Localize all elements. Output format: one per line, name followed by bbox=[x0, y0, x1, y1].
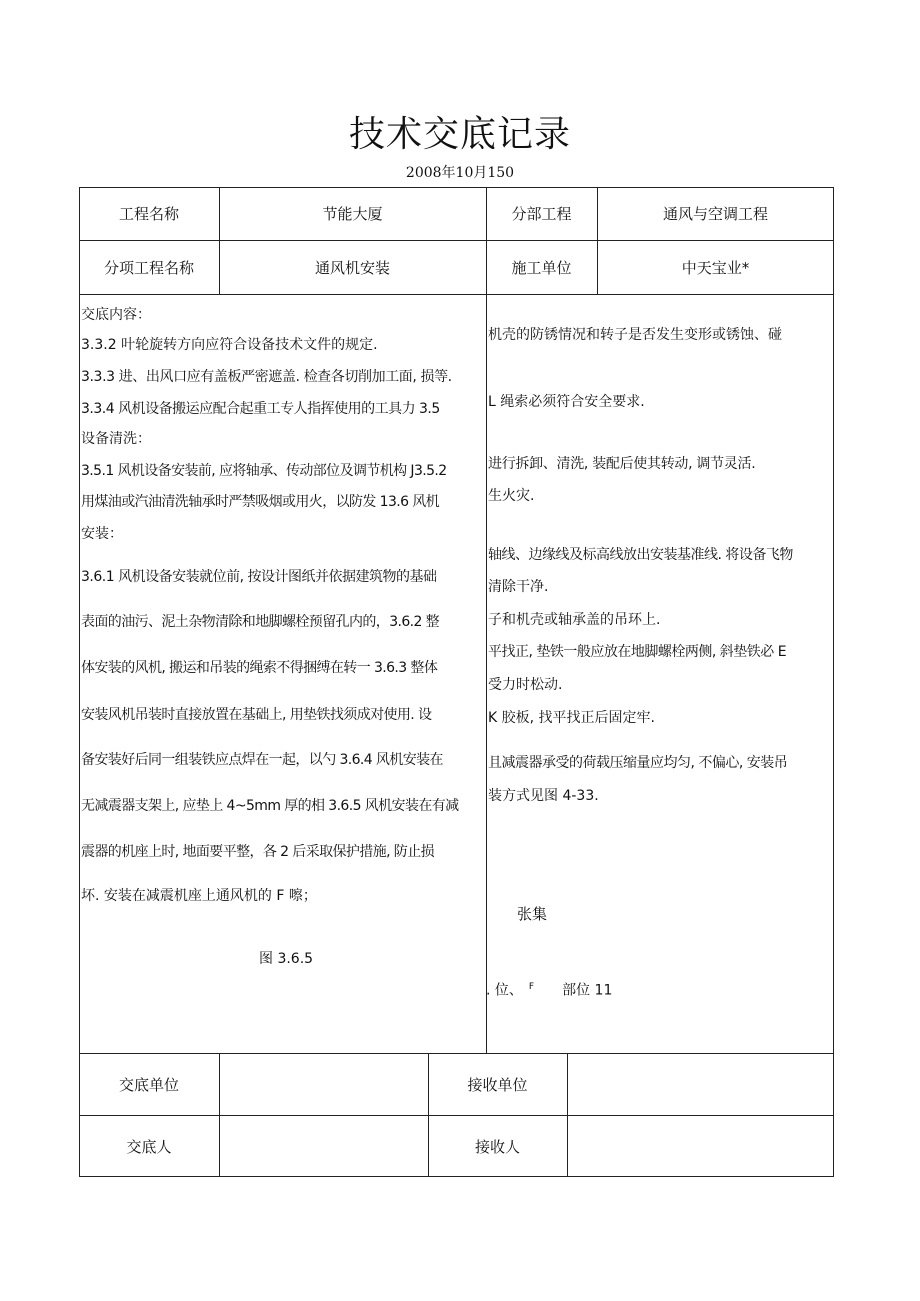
content-line: 震器的机座上时, 地面要平整，各 2 后采取保护措施, 防止损 bbox=[81, 844, 435, 860]
content-line: 清除干净. bbox=[488, 579, 549, 595]
receiver-label: 接收人 bbox=[474, 1137, 520, 1156]
subitem-label: 分项工程名称 bbox=[103, 258, 194, 277]
content-line: 设备清洗： bbox=[81, 431, 151, 447]
receiver-value[interactable] bbox=[567, 1115, 834, 1177]
content-line: 用煤油或汽油清洗轴承时严禁吸烟或用火，以防发 13.6 风机 bbox=[81, 494, 440, 510]
division-value: 通风与空调工程 bbox=[662, 205, 768, 223]
content-line: 安装风机吊装时直接放置在基础上, 用垫铁找须成对使用. 设 bbox=[81, 707, 432, 723]
content-line: L 绳索必须符合安全要求. bbox=[488, 394, 645, 410]
receiver-unit-label: 接收单位 bbox=[467, 1075, 528, 1094]
content-line: 坏. 安装在减震机座上通风机的 F 嚓； bbox=[81, 888, 317, 904]
table-rule bbox=[486, 294, 487, 1053]
content-line: 无减震器支架上, 应垫上 4~5mm 厚的相 3.6.5 风机安装在有减 bbox=[81, 798, 459, 814]
content-line: 3.3.3 进、出风口应有盖板严密遮盖. 检查各切削加工面, 损等. bbox=[81, 369, 452, 385]
receiver-unit-value[interactable] bbox=[567, 1053, 834, 1115]
division-label: 分部工程 bbox=[511, 205, 572, 223]
table-rule bbox=[79, 294, 834, 295]
project-name-value: 节能大厦 bbox=[322, 205, 383, 223]
issuer-unit-label: 交底单位 bbox=[118, 1075, 179, 1094]
content-line: 轴线、边缘线及标高线放出安装基准线. 将设备飞物 bbox=[488, 547, 793, 563]
content-line: 子和机壳或轴承盖的吊环上. bbox=[488, 612, 661, 628]
content-line: 表面的油污、泥土杂物清除和地脚螺栓预留孔内的，3.6.2 整 bbox=[81, 614, 440, 630]
content-line: 进行拆卸、清洗, 装配后使其转动, 调节灵活. bbox=[488, 456, 756, 472]
content-line: 3.5.1 风机设备安装前, 应将轴承、传动部位及调节机构 J3.5.2 bbox=[81, 463, 447, 479]
issuer-unit-value[interactable] bbox=[219, 1053, 428, 1115]
content-line: 生火灾. bbox=[488, 488, 535, 504]
content-line: 装方式见图 4-33. bbox=[488, 788, 599, 804]
content-line: 受力时松动. bbox=[488, 677, 563, 693]
location-note-b: 部位 11 bbox=[562, 982, 613, 999]
figure-caption: 图 3.6.5 bbox=[259, 951, 314, 967]
location-note-a: . 位、 bbox=[486, 982, 523, 999]
content-line: 3.6.1 风机设备安装就位前, 按设计图纸并依据建筑物的基础 bbox=[81, 569, 437, 585]
content-line: K 胶板, 找平找正后固定牢. bbox=[488, 710, 655, 726]
content-line: 体安装的风机, 搬运和吊装的绳索不得捆缚在转一 3.6.3 整体 bbox=[81, 660, 438, 676]
content-line: 3.3.2 叶轮旋转方向应符合设备技术文件的规定. bbox=[81, 337, 378, 353]
content-line: 且减震器承受的荷载压缩量应均匀, 不偏心, 安装吊 bbox=[488, 755, 788, 771]
document-title: 技术交底记录 bbox=[348, 114, 571, 155]
project-name-label: 工程名称 bbox=[118, 205, 179, 223]
content-line: 交底内容： bbox=[81, 307, 151, 323]
content-line: 3.3.4 风机设备搬运应配合起重工专人指挥使用的工具力 3.5 bbox=[81, 401, 440, 417]
subitem-value: 通风机安装 bbox=[314, 258, 390, 277]
location-note-sup: F bbox=[528, 982, 535, 992]
contractor-value: 中天宝业* bbox=[681, 258, 750, 277]
issuer-value[interactable] bbox=[219, 1115, 428, 1177]
content-line: 平找正, 垫铁一般应放在地脚螺栓两侧, 斜垫铁必 E bbox=[488, 644, 787, 660]
issuer-label: 交底人 bbox=[126, 1137, 172, 1156]
document-date: 2008年10月150 bbox=[405, 165, 515, 181]
content-line: 备安装好后同一组装铁应点焊在一起，以勺 3.6.4 风机安装在 bbox=[81, 752, 443, 768]
location-note bbox=[486, 979, 612, 999]
content-line: 安装： bbox=[81, 526, 123, 542]
signer-name: 张集 bbox=[517, 905, 548, 923]
contractor-label: 施工单位 bbox=[511, 258, 572, 277]
content-line: 机壳的防锈情况和转子是否发生变形或锈蚀、碰 bbox=[488, 327, 782, 343]
